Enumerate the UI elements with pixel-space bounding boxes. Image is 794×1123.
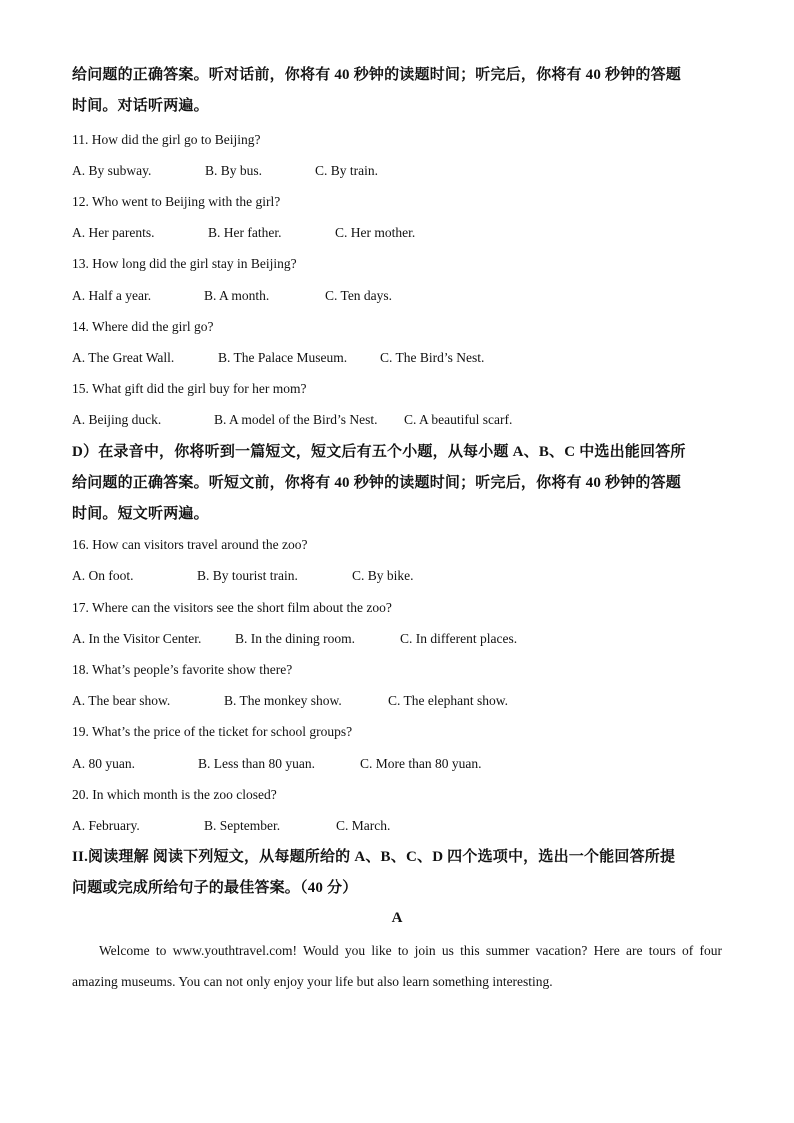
option-c: C. The Bird’s Nest. bbox=[380, 350, 485, 365]
question-13: 13. How long did the girl stay in Beijing? bbox=[72, 256, 297, 271]
option-a: A. Her parents. bbox=[72, 225, 155, 240]
option-b: B. A model of the Bird’s Nest. bbox=[214, 412, 378, 427]
option-b: B. Her father. bbox=[208, 225, 282, 240]
option-c: C. In different places. bbox=[400, 631, 518, 646]
question-14-options bbox=[72, 349, 484, 367]
question-16-options bbox=[72, 567, 414, 585]
option-c: C. March. bbox=[336, 818, 391, 833]
question-11-options bbox=[72, 162, 378, 180]
option-b: B. Less than 80 yuan. bbox=[198, 756, 315, 771]
option-b: B. By tourist train. bbox=[197, 568, 298, 583]
reading-section-heading-line2: 问题或完成所给句子的最佳答案。（40 分） bbox=[72, 880, 358, 896]
question-15-options bbox=[72, 411, 512, 429]
question-20: 20. In which month is the zoo closed? bbox=[72, 787, 277, 802]
option-c: C. Her mother. bbox=[335, 225, 416, 240]
option-b: B. In the dining room. bbox=[235, 631, 355, 646]
question-15: 15. What gift did the girl buy for her mom? bbox=[72, 381, 307, 396]
option-a: A. Beijing duck. bbox=[72, 412, 162, 427]
question-11: 11. How did the girl go to Beijing? bbox=[72, 132, 261, 147]
section-d-instructions-line3: 时间。短文听两遍。 bbox=[72, 506, 209, 522]
section-c-instructions-line2: 时间。对话听两遍。 bbox=[72, 98, 209, 114]
question-20-options bbox=[72, 817, 390, 835]
option-c: C. The elephant show. bbox=[388, 693, 508, 708]
option-c: C. By train. bbox=[315, 163, 378, 178]
question-12-options bbox=[72, 224, 415, 242]
option-b: B. By bus. bbox=[205, 163, 263, 178]
question-12: 12. Who went to Beijing with the girl? bbox=[72, 194, 281, 209]
section-d-instructions-line1: D）在录音中，你将听到一篇短文，短文后有五个小题，从每小题 A、B、C 中选出能回答所 bbox=[72, 444, 686, 460]
option-c: C. By bike. bbox=[352, 568, 414, 583]
question-16: 16. How can visitors travel around the zoo? bbox=[72, 537, 308, 552]
passage-text: Welcome to www.youthtravel.com! Would you like to join us this summer vacation? Here are tours of four amazing museums. You can not only enjoy your life but also learn something interesting. bbox=[72, 943, 722, 989]
option-b: B. The monkey show. bbox=[224, 693, 342, 708]
option-a: A. In the Visitor Center. bbox=[72, 631, 202, 646]
option-b: B. A month. bbox=[204, 288, 270, 303]
option-a: A. Half a year. bbox=[72, 288, 152, 303]
passage-letter: A bbox=[391, 910, 403, 926]
option-a: A. February. bbox=[72, 818, 140, 833]
option-c: C. More than 80 yuan. bbox=[360, 756, 482, 771]
question-17: 17. Where can the visitors see the short film about the zoo? bbox=[72, 600, 392, 615]
option-a: A. 80 yuan. bbox=[72, 756, 135, 771]
question-14: 14. Where did the girl go? bbox=[72, 319, 214, 334]
question-13-options bbox=[72, 287, 392, 305]
option-b: B. The Palace Museum. bbox=[218, 350, 348, 365]
question-19: 19. What’s the price of the ticket for school groups? bbox=[72, 724, 353, 739]
option-c: C. A beautiful scarf. bbox=[404, 412, 513, 427]
reading-section-heading-line1: II.阅读理解 阅读下列短文，从每题所给的 A、B、C、D 四个选项中，选出一个能回答所提 bbox=[72, 849, 676, 865]
question-17-options bbox=[72, 630, 517, 648]
question-18-options bbox=[72, 692, 508, 710]
option-c: C. Ten days. bbox=[325, 288, 393, 303]
question-19-options bbox=[72, 755, 481, 773]
section-d-instructions-line2: 给问题的正确答案。听短文前，你将有 40 秒钟的读题时间；听完后，你将有 40 秒钟的答题 bbox=[72, 475, 682, 491]
option-a: A. By subway. bbox=[72, 163, 152, 178]
option-a: A. The bear show. bbox=[72, 693, 171, 708]
option-b: B. September. bbox=[204, 818, 281, 833]
question-18: 18. What’s people’s favorite show there? bbox=[72, 662, 293, 677]
option-a: A. The Great Wall. bbox=[72, 350, 175, 365]
option-a: A. On foot. bbox=[72, 568, 134, 583]
section-c-instructions-line1: 给问题的正确答案。听对话前，你将有 40 秒钟的读题时间；听完后，你将有 40 秒钟的答题 bbox=[72, 67, 682, 83]
